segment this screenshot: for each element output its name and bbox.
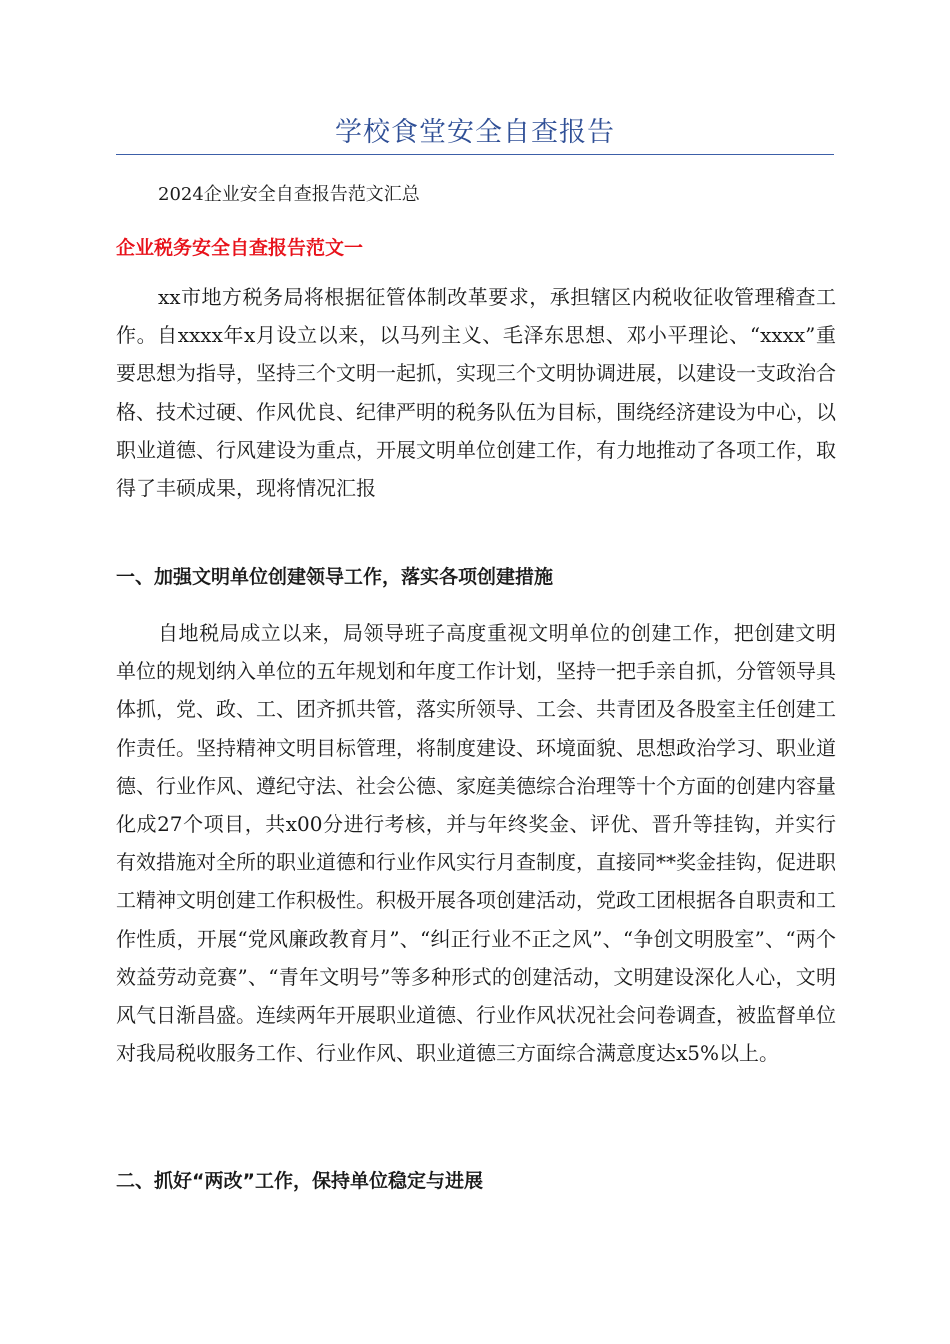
document-title: 学校食堂安全自查报告: [335, 117, 615, 148]
example-heading: 企业税务安全自查报告范文一: [116, 237, 364, 259]
intro-paragraph: xx市地方税务局将根据征管体制改革要求，承担辖区内税收征收管理稽查工作。自xxxx年x月设立以来，以马列主义、毛泽东思想、邓小平理论、“xxxx”重要思想为指导，坚持三个文明一起抓，实现三个文明协调进展，以建设一支政治合格、技术过硬、作风优良、纪律严明的税务队伍为目标，围绕经济建设为中心，以职业道德、行风建设为重点，开展文明单位创建工作，有力地推动了各项工作，取得了丰硕成果，现将情况汇报: [116, 285, 836, 501]
section-1-heading: 一、加强文明单位创建领导工作，落实各项创建措施: [116, 566, 554, 588]
section-2-heading: 二、抓好“两改”工作，保持单位稳定与进展: [116, 1170, 483, 1192]
document-subtitle: 2024企业安全自查报告范文汇总: [158, 184, 420, 205]
section-1-paragraph: 自地税局成立以来，局领导班子高度重视文明单位的创建工作，把创建文明单位的规划纳入单位的五年规划和年度工作计划，坚持一把手亲自抓，分管领导具体抓，党、政、工、团齐抓共管，落实所领导、工会、共青团及各股室主任创建工作责任。坚持精神文明目标管理，将制度建设、环境面貌、思想政治学习、职业道德、行业作风、遵纪守法、社会公德、家庭美德综合治理等十个方面的创建内容量化成27个项目，共x00分进行考核，并与年终奖金、评优、晋升等挂钩，并实行有效措施对全所的职业道德和行业作风实行月查制度，直接同**奖金挂钩，促进职工精神文明创建工作积极性。积极开展各项创建活动，党政工团根据各自职责和工作性质，开展“党风廉政教育月”、“纠正行业不正之风”、“争创文明股室”、“两个效益劳动竞赛”、“青年文明号”等多种形式的创建活动，文明建设深化人心，文明风气日渐昌盛。连续两年开展职业道德、行业作风状况社会问卷调查，被监督单位对我局税收服务工作、行业作风、职业道德三方面综合满意度达x5%以上。: [116, 621, 836, 1066]
title-underline: [116, 154, 834, 155]
